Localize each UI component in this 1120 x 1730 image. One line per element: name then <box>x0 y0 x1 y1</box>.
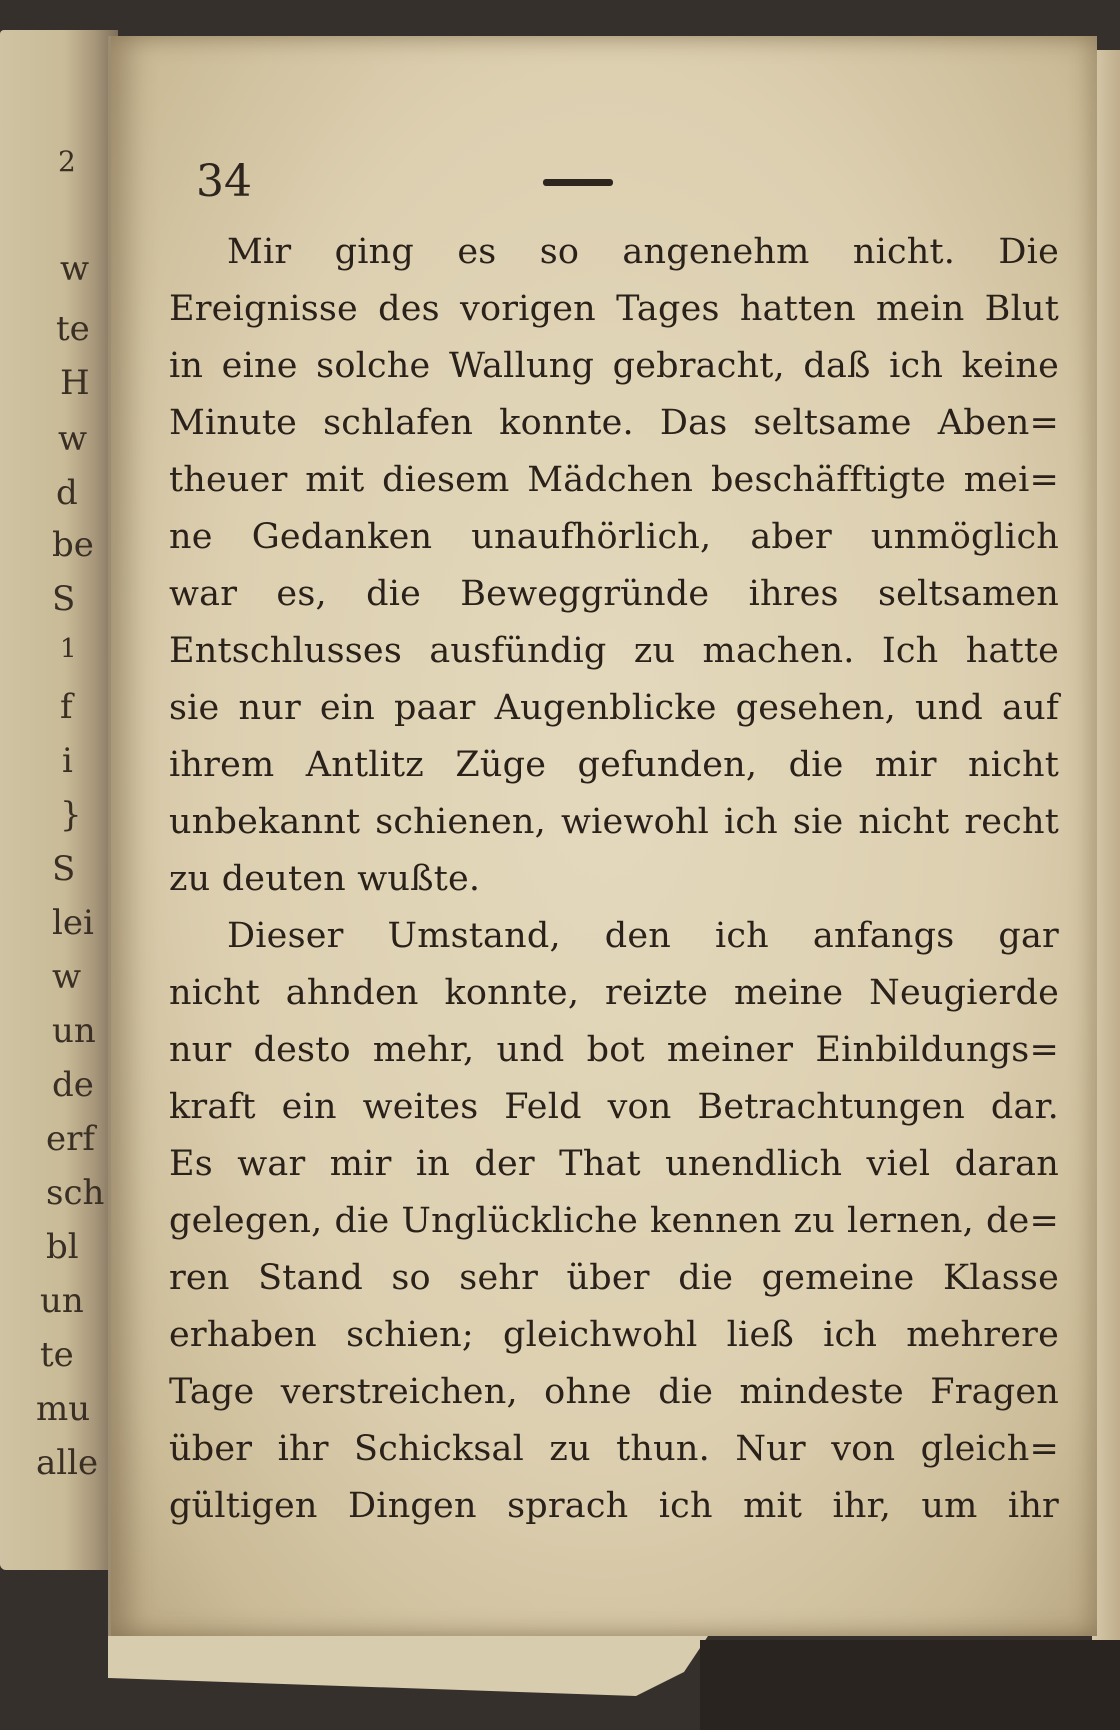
page-number: 34 <box>196 156 252 207</box>
text-line: war es, die Beweggründe ihres seltsamen <box>169 574 1059 614</box>
prev-page-fragment: alle <box>36 1446 99 1480</box>
prev-page-fragment: i <box>62 744 73 778</box>
scan-background <box>700 1640 1120 1730</box>
text-line: unbekannt schienen, wiewohl ich sie nicht recht <box>169 802 1059 842</box>
text-line: über ihr Schicksal zu thun. Nur von gleich= <box>169 1429 1059 1469</box>
text-line: Tage verstreichen, ohne die mindeste Fragen <box>169 1372 1059 1412</box>
header-ornament-rule <box>543 179 613 186</box>
text-line: nicht ahnden konnte, reizte meine Neugierde <box>169 973 1059 1013</box>
prev-page-fragment: f <box>60 690 73 724</box>
text-line: sie nur ein paar Augenblicke gesehen, und auf <box>169 688 1059 728</box>
prev-page-fragment: w <box>52 960 82 994</box>
text-line: ren Stand so sehr über die gemeine Klasse <box>169 1258 1059 1298</box>
text-line: Ereignisse des vorigen Tages hatten mein Blut <box>169 289 1059 329</box>
prev-page-fragment: } <box>60 798 82 832</box>
prev-page-fragment: w <box>60 252 90 286</box>
text-line: Es war mir in der That unendlich viel daran <box>169 1144 1059 1184</box>
text-line: theuer mit diesem Mädchen beschäfftigte mei= <box>169 460 1059 500</box>
prev-page-fragment: w <box>58 422 88 456</box>
text-line: Minute schlafen konnte. Das seltsame Aben= <box>169 403 1059 443</box>
page-body-text <box>169 224 1059 1535</box>
book-page <box>108 36 1097 1636</box>
prev-page-fragment: bl <box>46 1230 79 1264</box>
text-line: gültigen Dingen sprach ich mit ihr, um ihr <box>169 1486 1059 1526</box>
prev-page-fragment: S <box>52 582 76 616</box>
prev-page-fragment: lei <box>52 906 94 940</box>
previous-page-edge <box>0 30 118 1570</box>
prev-page-fragment: te <box>56 312 90 346</box>
text-line: zu deuten wußte. <box>169 859 481 899</box>
text-line: Mir ging es so angenehm nicht. Die <box>227 232 1059 272</box>
prev-page-fragment: be <box>52 528 94 562</box>
prev-page-fragment: de <box>52 1068 94 1102</box>
text-line: Dieser Umstand, den ich anfangs gar <box>227 916 1059 956</box>
text-line: nur desto mehr, und bot meiner Einbildungs= <box>169 1030 1059 1070</box>
torn-page-corner <box>108 1636 708 1696</box>
text-line: Entschlusses ausfündig zu machen. Ich hatte <box>169 631 1059 671</box>
prev-page-fragment: te <box>40 1338 74 1372</box>
prev-page-fragment: un <box>40 1284 84 1318</box>
prev-page-fragment: un <box>52 1014 96 1048</box>
text-line: in eine solche Wallung gebracht, daß ich keine <box>169 346 1059 386</box>
text-line: erhaben schien; gleichwohl ließ ich mehrere <box>169 1315 1059 1355</box>
text-line: ihrem Antlitz Züge gefunden, die mir nicht <box>169 745 1059 785</box>
prev-page-fragment: sch <box>46 1176 105 1210</box>
prev-page-fragment: d <box>56 476 78 510</box>
prev-page-fragment: H <box>60 366 90 400</box>
prev-page-fragment: 2 <box>58 148 76 176</box>
text-line: ne Gedanken unaufhörlich, aber unmöglich <box>169 517 1059 557</box>
prev-page-fragment: mu <box>36 1392 91 1426</box>
text-line: kraft ein weites Feld von Betrachtungen dar. <box>169 1087 1059 1127</box>
prev-page-fragment: S <box>52 852 76 886</box>
prev-page-fragment: erf <box>46 1122 95 1156</box>
text-line: gelegen, die Unglückliche kennen zu lernen, de= <box>169 1201 1059 1241</box>
prev-page-fragment: 1 <box>60 636 77 662</box>
